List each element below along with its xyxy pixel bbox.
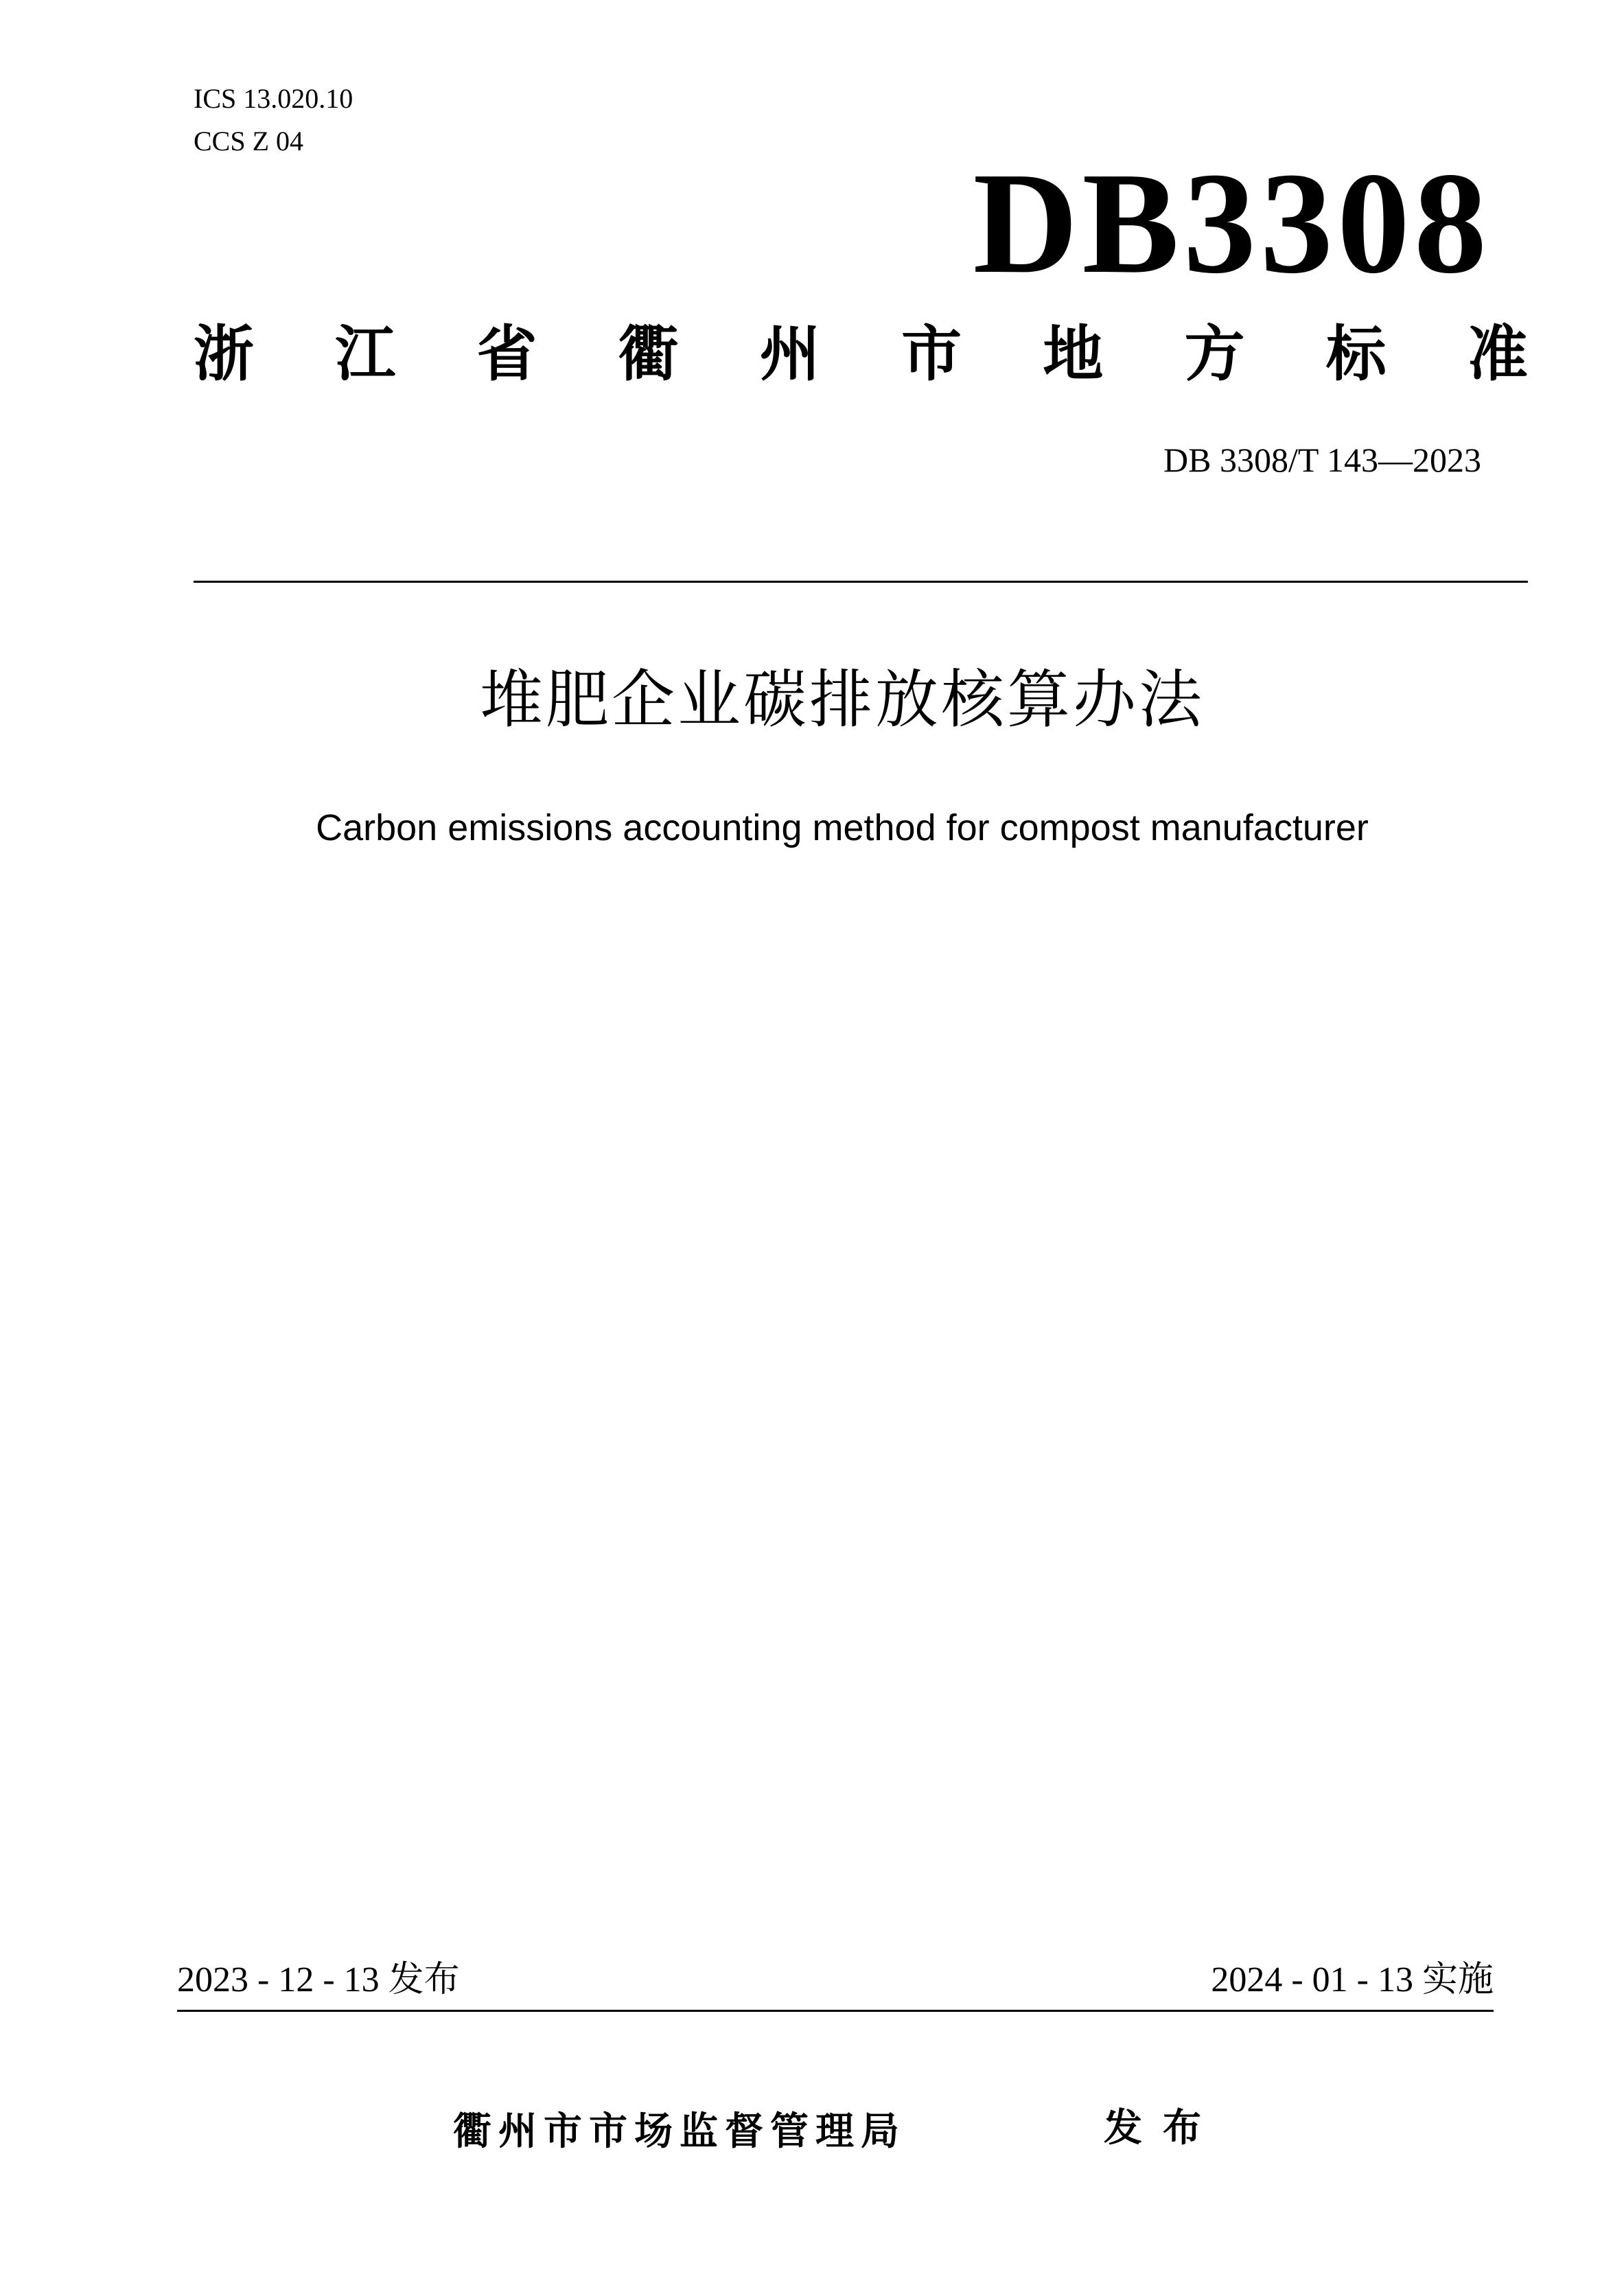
standard-number: DB 3308/T 143—2023 (1163, 441, 1481, 479)
standard-type-char: 准 (1467, 318, 1528, 389)
ccs-code: CCS Z 04 (194, 126, 304, 156)
header-divider (194, 581, 1528, 583)
implement-date: 2024 - 01 - 13 (1211, 1960, 1413, 1999)
standard-type-char: 市 (901, 318, 962, 389)
standard-type-char: 标 (1325, 318, 1387, 389)
standard-type-char: 州 (759, 318, 820, 389)
standard-type-char: 浙 (194, 318, 255, 389)
issuing-authority: 衢州市市场监督管理局 (453, 2109, 906, 2154)
standard-type-char: 方 (1184, 318, 1245, 389)
implement-label: 实施 (1422, 1959, 1494, 2000)
standard-type-char: 省 (476, 318, 537, 389)
standard-type-char: 地 (1043, 318, 1104, 389)
title-english: Carbon emissions accounting method for compost manufacturer (316, 807, 1369, 848)
standard-type-char: 衢 (618, 318, 679, 389)
publish-label: 发布 (388, 1959, 460, 2000)
publish-date: 2023 - 12 - 13 (177, 1960, 380, 1999)
footer-divider (177, 2010, 1494, 2012)
publish-date-line (177, 1958, 460, 2002)
ics-code: ICS 13.020.10 (194, 83, 353, 114)
standard-type-heading (194, 320, 1528, 389)
standard-type-char: 江 (335, 318, 396, 389)
title-chinese: 堆肥企业碳排放核算办法 (479, 663, 1205, 737)
issue-word: 发布 (1104, 2106, 1222, 2150)
db-code-logo: DB3308 (973, 142, 1491, 303)
implement-date-line (1211, 1958, 1494, 2002)
